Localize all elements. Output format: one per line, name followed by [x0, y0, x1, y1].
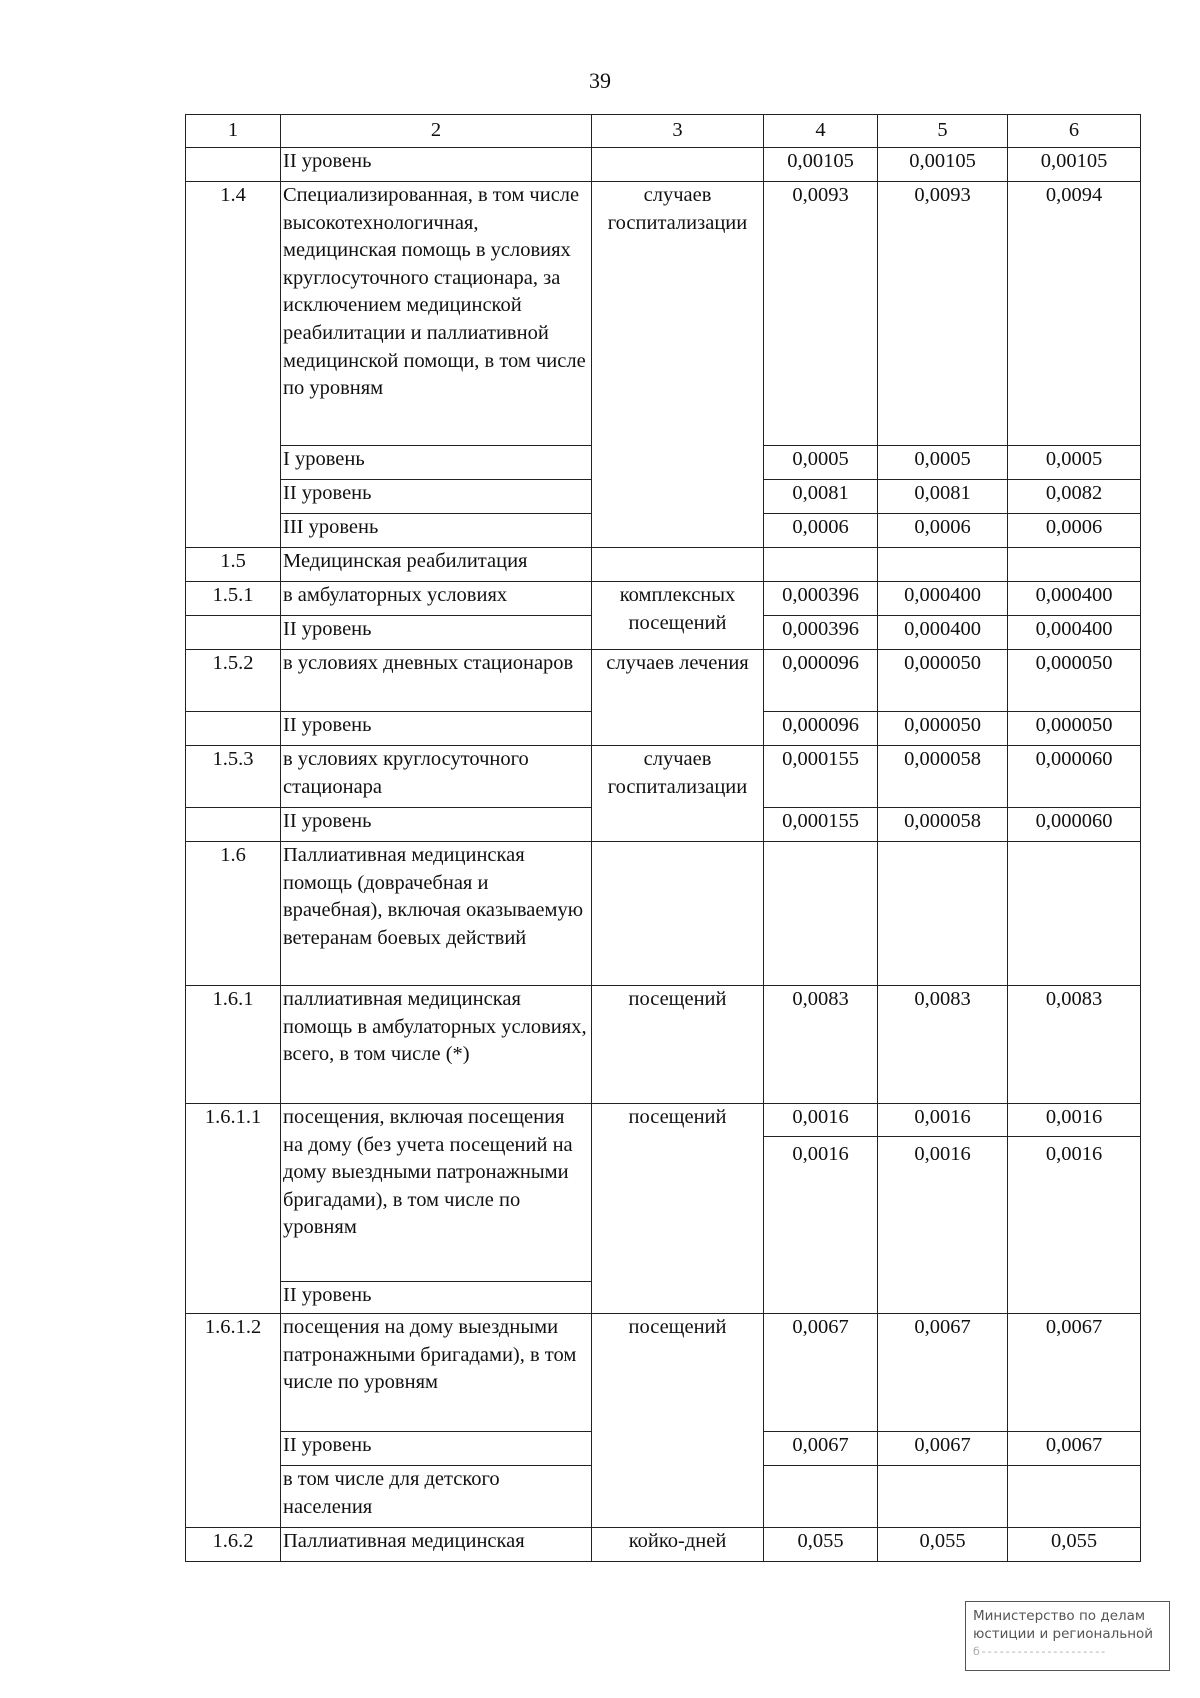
value-col6: 0,000060: [1008, 808, 1141, 842]
value-col5: 0,0006: [878, 514, 1008, 548]
row-number: 1.6.1: [186, 986, 281, 1104]
value-col4: 0,0083: [764, 986, 878, 1104]
value-col5: 0,0093: [878, 182, 1008, 446]
value-col6: 0,000400: [1008, 582, 1141, 616]
value-col5-line2: 0,0016: [878, 1136, 1007, 1169]
value-col6: 0,0094: [1008, 182, 1141, 446]
stamp-line-2: юстиции и региональной: [973, 1626, 1154, 1642]
table-row: [186, 182, 1141, 446]
value-col6: 0,0067: [1008, 1432, 1141, 1466]
value-col4: 0,055: [764, 1528, 878, 1562]
value-col6: 0,0006: [1008, 514, 1141, 548]
table-row: [186, 1314, 1141, 1432]
value-col6: 0,0082: [1008, 480, 1141, 514]
value-col5: 0,000400: [878, 582, 1008, 616]
table-row: [186, 746, 1141, 808]
row-name: Паллиативная медицинская: [281, 1528, 592, 1562]
row-name: посещения на дому выездными патронажными бригадами), в том числе по уровням: [281, 1314, 592, 1432]
value-col5: [878, 1466, 1008, 1528]
value-col5: 0,000050: [878, 712, 1008, 746]
row-name: II уровень: [281, 616, 592, 650]
value-col4: 0,000096: [764, 712, 878, 746]
value-col6: 0,055: [1008, 1528, 1141, 1562]
row-unit: случаев госпитализации: [592, 746, 764, 842]
value-col4: 0,0067: [764, 1432, 878, 1466]
row-name: в условиях дневных стационаров: [281, 650, 592, 712]
row-number: [186, 616, 281, 650]
row-number: 1.5: [186, 548, 281, 582]
value-col5: [878, 548, 1008, 582]
registration-stamp: [965, 1601, 1170, 1671]
header-cell: 1: [186, 115, 281, 148]
value-col6: [1008, 1104, 1141, 1314]
row-name: I уровень: [281, 446, 592, 480]
value-col4: [764, 548, 878, 582]
value-col6: 0,000050: [1008, 712, 1141, 746]
row-name: Медицинская реабилитация: [281, 548, 592, 582]
row-number: [186, 808, 281, 842]
row-name: II уровень: [281, 148, 592, 182]
value-col6: 0,00105: [1008, 148, 1141, 182]
row-number: 1.6.1.1: [186, 1104, 281, 1314]
value-col5: 0,0083: [878, 986, 1008, 1104]
value-col5: 0,00105: [878, 148, 1008, 182]
row-number: 1.6.2: [186, 1528, 281, 1562]
table-row: [186, 148, 1141, 182]
data-table: [185, 114, 1141, 1562]
row-number: [186, 148, 281, 182]
table-row: [186, 582, 1141, 616]
value-col4: 0,000155: [764, 808, 878, 842]
value-col5: 0,000400: [878, 616, 1008, 650]
value-col5: [878, 1104, 1008, 1314]
row-name: II уровень: [281, 1282, 592, 1314]
row-unit: посещений: [592, 986, 764, 1104]
row-unit: [592, 548, 764, 582]
value-col4: 0,00105: [764, 148, 878, 182]
value-col4: 0,0006: [764, 514, 878, 548]
header-cell: 5: [878, 115, 1008, 148]
value-col6: 0,000050: [1008, 650, 1141, 712]
value-col5: 0,000058: [878, 808, 1008, 842]
header-cell: 4: [764, 115, 878, 148]
value-col4: 0,000096: [764, 650, 878, 712]
header-cell: 6: [1008, 115, 1141, 148]
row-name: Специализированная, в том числе высокотехнологичная, медицинская помощь в условиях круглосуточного стационара, за исключением медицинской реабилитации и паллиативной медицинской помощи, в том числе по уровням: [281, 182, 592, 446]
stamp-line-1: Министерство по делам: [973, 1608, 1146, 1624]
row-unit: посещений: [592, 1314, 764, 1528]
value-col5-line1: 0,0016: [914, 1106, 971, 1128]
row-unit: койко-дней: [592, 1528, 764, 1562]
value-col6: [1008, 548, 1141, 582]
value-col4: 0,000396: [764, 582, 878, 616]
value-col6-line1: 0,0016: [1045, 1106, 1103, 1128]
row-name: Паллиативная медицинская помощь (доврачебная и врачебная), включая оказываемую ветеранам боевых действий: [281, 842, 592, 986]
row-name: посещения, включая посещения на дому (без учета посещений на дому выездными патронажными бригадами), в том числе по уровням: [281, 1104, 592, 1282]
header-cell: 2: [281, 115, 592, 148]
stamp-line-3: б---------------------: [973, 1645, 1108, 1658]
row-unit: случаев госпитализации: [592, 182, 764, 548]
row-unit: [592, 842, 764, 986]
value-col5: 0,0067: [878, 1314, 1008, 1432]
row-number: 1.5.1: [186, 582, 281, 616]
value-col6: 0,0083: [1008, 986, 1141, 1104]
row-name: в амбулаторных условиях: [281, 582, 592, 616]
row-unit: [592, 148, 764, 182]
table-row: [186, 1528, 1141, 1562]
row-name: III уровень: [281, 514, 592, 548]
value-col6: 0,0005: [1008, 446, 1141, 480]
value-col5: [878, 842, 1008, 986]
row-number: 1.6: [186, 842, 281, 986]
value-col4: 0,0005: [764, 446, 878, 480]
row-name: II уровень: [281, 1432, 592, 1466]
value-col5: 0,0067: [878, 1432, 1008, 1466]
value-col4: [764, 1466, 878, 1528]
value-col4: 0,0067: [764, 1314, 878, 1432]
row-name: в условиях круглосуточного стационара: [281, 746, 592, 808]
row-name: в том числе для детского населения: [281, 1466, 592, 1528]
value-col6: [1008, 1466, 1141, 1528]
row-unit: случаев лечения: [592, 650, 764, 746]
value-col4: [764, 842, 878, 986]
value-col4-line2: 0,0016: [764, 1136, 877, 1169]
table-row: [186, 842, 1141, 986]
row-name: II уровень: [281, 712, 592, 746]
page-number: 39: [589, 68, 611, 93]
value-col4: 0,000396: [764, 616, 878, 650]
value-col4: [764, 1104, 878, 1314]
row-name: II уровень: [281, 480, 592, 514]
row-number: 1.4: [186, 182, 281, 548]
value-col5: 0,0081: [878, 480, 1008, 514]
row-name: II уровень: [281, 808, 592, 842]
value-col4: 0,000155: [764, 746, 878, 808]
row-number: 1.5.3: [186, 746, 281, 808]
header-cell: 3: [592, 115, 764, 148]
value-col4: 0,0081: [764, 480, 878, 514]
row-number: [186, 712, 281, 746]
value-col6-line2: 0,0016: [1008, 1136, 1140, 1169]
value-col5: 0,000050: [878, 650, 1008, 712]
row-name: паллиативная медицинская помощь в амбулаторных условиях, всего, в том числе (*): [281, 986, 592, 1104]
row-unit: комплексных посещений: [592, 582, 764, 650]
value-col6: 0,000400: [1008, 616, 1141, 650]
value-col6: 0,0067: [1008, 1314, 1141, 1432]
table-row: [186, 650, 1141, 712]
value-col4: 0,0093: [764, 182, 878, 446]
value-col6: [1008, 842, 1141, 986]
table-row: [186, 986, 1141, 1104]
table-row: [186, 548, 1141, 582]
value-col6: 0,000060: [1008, 746, 1141, 808]
table-header-row: [186, 115, 1141, 148]
row-number: 1.5.2: [186, 650, 281, 712]
row-number: 1.6.1.2: [186, 1314, 281, 1528]
value-col5: 0,055: [878, 1528, 1008, 1562]
value-col4-line1: 0,0016: [792, 1106, 849, 1128]
row-unit: посещений: [592, 1104, 764, 1314]
value-col5: 0,0005: [878, 446, 1008, 480]
table-row: [186, 1104, 1141, 1282]
value-col5: 0,000058: [878, 746, 1008, 808]
